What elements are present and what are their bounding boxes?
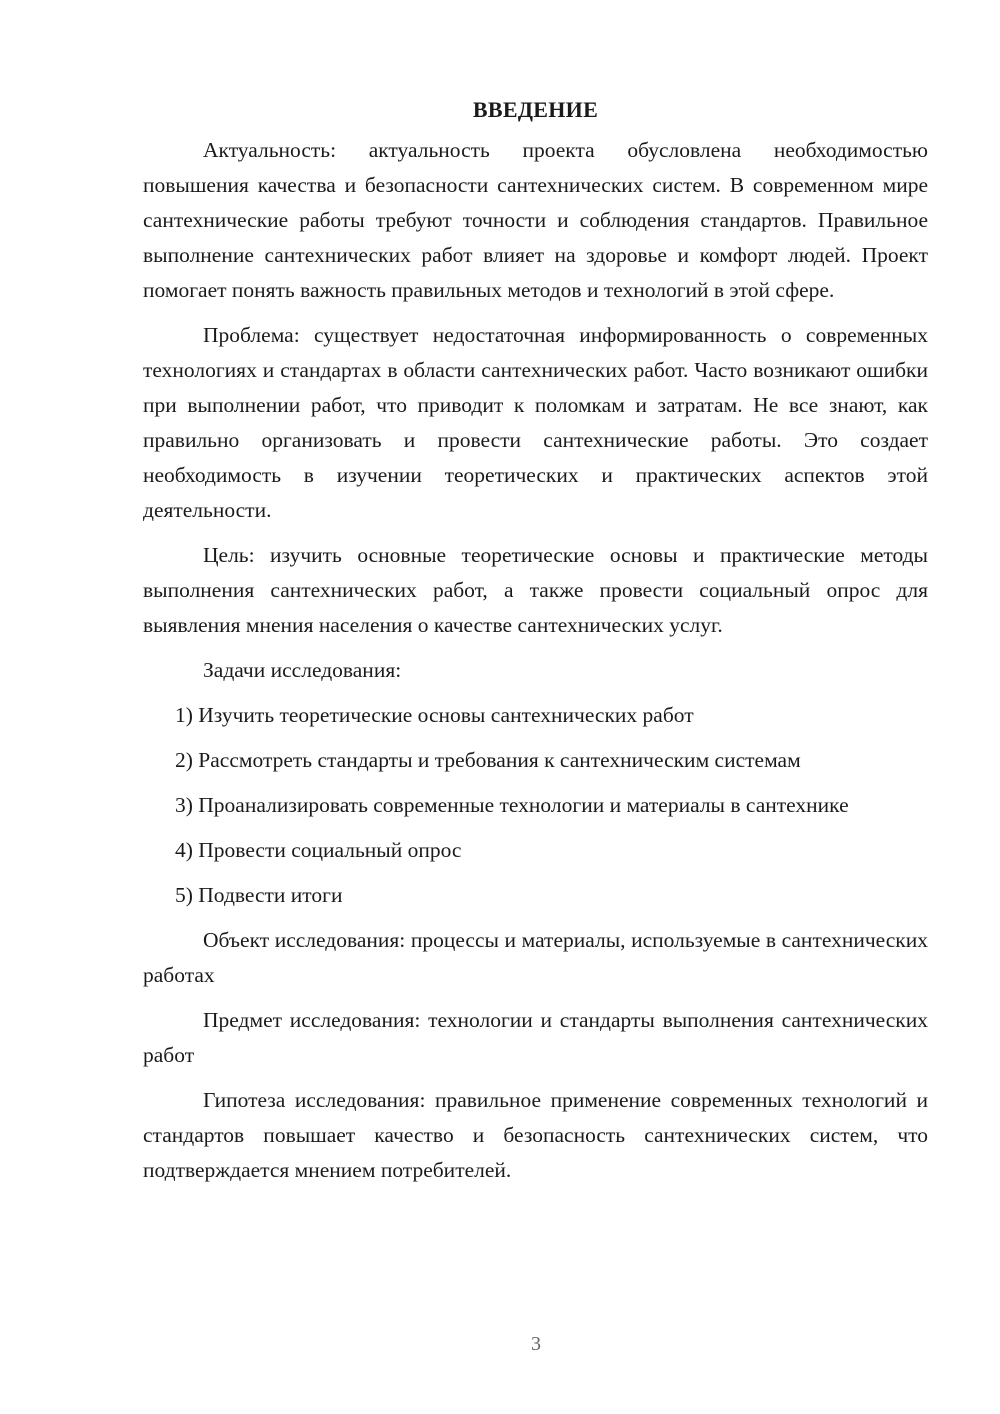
page-number: 3: [531, 1333, 541, 1355]
list-item: 5) Подвести итоги: [175, 883, 343, 907]
page-title: ВВЕДЕНИЕ: [472, 97, 599, 122]
hypothesis-paragraph: Гипотеза исследования: правильное применение современных технологий и стандартов повышает качество и безопасность сантехнических систем, что подтверждается мнением потребителей.: [143, 1088, 928, 1182]
list-item: 3) Проанализировать современные технологии и материалы в сантехнике: [175, 793, 849, 817]
page-content: [143, 92, 928, 1198]
list-item: 1) Изучить теоретические основы сантехнических работ: [175, 703, 694, 727]
object-paragraph: Объект исследования: процессы и материалы, используемые в сантехнических работах: [143, 928, 928, 987]
tasks-list: [143, 698, 928, 913]
list-item: 2) Рассмотреть стандарты и требования к сантехническим системам: [175, 748, 801, 772]
list-item: 4) Провести социальный опрос: [175, 838, 462, 862]
subject-paragraph: Предмет исследования: технологии и стандарты выполнения сантехнических работ: [143, 1008, 928, 1067]
problem-paragraph: Проблема: существует недостаточная информированность о современных технологиях и стандартах в области сантехнических работ. Часто возникают ошибки при выполнении работ, что приводит к поломкам и затратам. Не все знают, как правильно организовать и провести сантехнические работы. Это создает необходимость в изучении теоретических и практических аспектов этой деятельности.: [143, 323, 928, 522]
relevance-paragraph: Актуальность: актуальность проекта обусловлена необходимостью повышения качества и безопасности сантехнических систем. В современном мире сантехнические работы требуют точности и соблюдения стандартов. Правильное выполнение сантехнических работ влияет на здоровье и комфорт людей. Проект помогает понять важность правильных методов и технологий в этой сфере.: [143, 138, 928, 302]
tasks-heading: Задачи исследования:: [203, 658, 402, 682]
goal-paragraph: Цель: изучить основные теоретические основы и практические методы выполнения сантехнических работ, а также провести социальный опрос для выявления мнения населения о качестве сантехнических услуг.: [143, 543, 928, 637]
